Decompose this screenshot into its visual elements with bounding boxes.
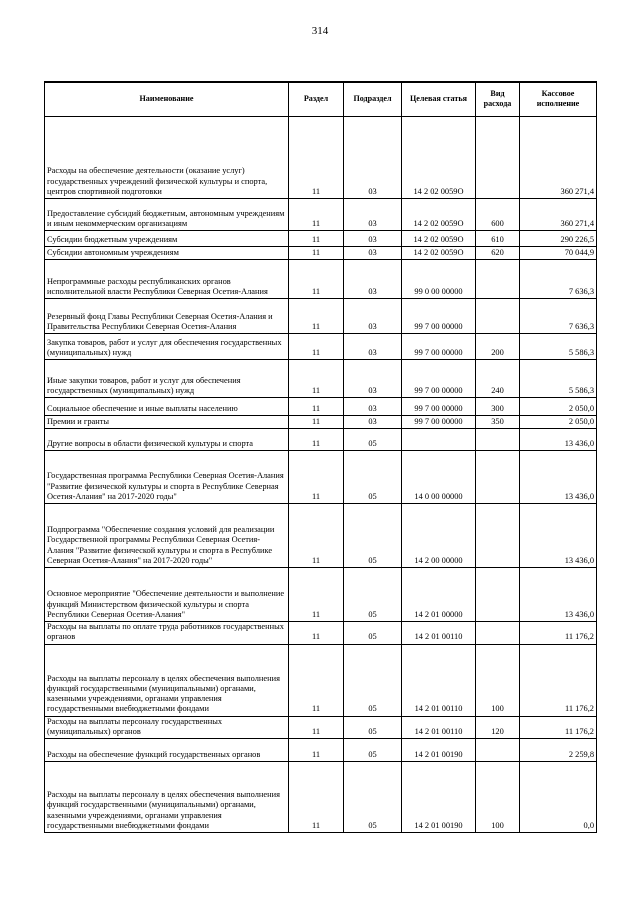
row-name: Расходы на выплаты персоналу в целях обеспечения выполнения функций государственными (муниципальными) органами, казенными учреждениями, органами управления государственными внебюджетными фондами xyxy=(45,644,289,716)
row-section: 11 xyxy=(289,644,344,716)
table-row xyxy=(45,260,597,299)
row-section: 11 xyxy=(289,247,344,260)
row-target: 14 0 00 00000 xyxy=(402,451,476,504)
row-subsection: 03 xyxy=(344,260,402,299)
header-amount: Кассовое исполнение xyxy=(520,82,597,117)
row-target: 14 2 01 00110 xyxy=(402,622,476,645)
table-row xyxy=(45,247,597,260)
row-section: 11 xyxy=(289,504,344,568)
table-row xyxy=(45,622,597,645)
row-target: 99 7 00 00000 xyxy=(402,416,476,429)
row-expense-type xyxy=(476,451,520,504)
row-name: Другие вопросы в области физической культуры и спорта xyxy=(45,429,289,451)
row-expense-type xyxy=(476,739,520,762)
row-amount: 290 226,5 xyxy=(520,231,597,247)
header-subsection: Подраздел xyxy=(344,82,402,117)
table-row xyxy=(45,504,597,568)
row-section: 11 xyxy=(289,260,344,299)
row-section: 11 xyxy=(289,117,344,199)
table-row xyxy=(45,299,597,334)
row-target: 14 2 01 00190 xyxy=(402,762,476,833)
table-header-row xyxy=(45,82,597,117)
row-name: Расходы на обеспечение функций государственных органов xyxy=(45,739,289,762)
row-target: 14 2 02 0059О xyxy=(402,231,476,247)
row-target: 14 2 01 00110 xyxy=(402,716,476,739)
row-target: 14 2 00 00000 xyxy=(402,504,476,568)
row-amount: 13 436,0 xyxy=(520,451,597,504)
row-subsection: 05 xyxy=(344,644,402,716)
row-section: 11 xyxy=(289,451,344,504)
row-section: 11 xyxy=(289,762,344,833)
row-name: Предоставление субсидий бюджетным, автономным учреждениям и иным некоммерческим организациям xyxy=(45,199,289,231)
row-subsection: 03 xyxy=(344,416,402,429)
row-amount: 13 436,0 xyxy=(520,504,597,568)
row-expense-type: 100 xyxy=(476,644,520,716)
row-amount: 70 044,9 xyxy=(520,247,597,260)
row-subsection: 05 xyxy=(344,716,402,739)
row-section: 11 xyxy=(289,716,344,739)
row-section: 11 xyxy=(289,360,344,398)
row-amount: 2 050,0 xyxy=(520,416,597,429)
row-name: Основное мероприятие "Обеспечение деятельности и выполнение функций Министерством физической культуры и спорта Республики Северная Осетия-Алания" xyxy=(45,568,289,622)
table-row xyxy=(45,416,597,429)
row-expense-type: 350 xyxy=(476,416,520,429)
row-expense-type: 100 xyxy=(476,762,520,833)
row-expense-type xyxy=(476,299,520,334)
row-target xyxy=(402,429,476,451)
row-name: Расходы на обеспечение деятельности (оказание услуг) государственных учреждений физической культуры и спорта, центров спортивной подготовки xyxy=(45,117,289,199)
row-section: 11 xyxy=(289,398,344,416)
row-name: Расходы на выплаты по оплате труда работников государственных органов xyxy=(45,622,289,645)
page-number: 314 xyxy=(311,25,329,37)
row-amount: 5 586,3 xyxy=(520,334,597,360)
row-name: Субсидии автономным учреждениям xyxy=(45,247,289,260)
table-row xyxy=(45,716,597,739)
row-section: 11 xyxy=(289,199,344,231)
row-section: 11 xyxy=(289,334,344,360)
row-target: 99 7 00 00000 xyxy=(402,360,476,398)
row-name: Иные закупки товаров, работ и услуг для обеспечения государственных (муниципальных) нужд xyxy=(45,360,289,398)
row-subsection: 03 xyxy=(344,117,402,199)
row-name: Социальное обеспечение и иные выплаты населению xyxy=(45,398,289,416)
row-amount: 360 271,4 xyxy=(520,199,597,231)
row-subsection: 05 xyxy=(344,451,402,504)
row-amount: 11 176,2 xyxy=(520,716,597,739)
table-row xyxy=(45,231,597,247)
table-row xyxy=(45,451,597,504)
row-subsection: 05 xyxy=(344,429,402,451)
row-expense-type xyxy=(476,568,520,622)
row-target: 14 2 01 00110 xyxy=(402,644,476,716)
row-target: 14 2 01 00000 xyxy=(402,568,476,622)
row-section: 11 xyxy=(289,568,344,622)
row-amount: 7 636,3 xyxy=(520,299,597,334)
row-name: Резервный фонд Главы Республики Северная Осетия-Алания и Правительства Республики Северная Осетия-Алания xyxy=(45,299,289,334)
row-name: Премии и гранты xyxy=(45,416,289,429)
row-subsection: 03 xyxy=(344,199,402,231)
table-row xyxy=(45,199,597,231)
row-expense-type: 620 xyxy=(476,247,520,260)
header-expense-type: Вид расхода xyxy=(476,82,520,117)
row-amount: 13 436,0 xyxy=(520,568,597,622)
row-amount: 7 636,3 xyxy=(520,260,597,299)
row-target: 99 0 00 00000 xyxy=(402,260,476,299)
row-name: Государственная программа Республики Северная Осетия-Алания "Развитие физической культуры и спорта в Республике Северная Осетия-Алания" на 2017-2020 годы" xyxy=(45,451,289,504)
row-amount: 2 259,8 xyxy=(520,739,597,762)
row-target: 99 7 00 00000 xyxy=(402,398,476,416)
table-row xyxy=(45,360,597,398)
row-name: Закупка товаров, работ и услуг для обеспечения государственных (муниципальных) нужд xyxy=(45,334,289,360)
header-target: Целевая статья xyxy=(402,82,476,117)
row-section: 11 xyxy=(289,231,344,247)
row-target: 14 2 02 0059О xyxy=(402,117,476,199)
row-name: Расходы на выплаты персоналу государственных (муниципальных) органов xyxy=(45,716,289,739)
row-section: 11 xyxy=(289,622,344,645)
table-row xyxy=(45,429,597,451)
row-expense-type: 610 xyxy=(476,231,520,247)
row-amount: 0,0 xyxy=(520,762,597,833)
row-target: 14 2 02 0059О xyxy=(402,247,476,260)
row-expense-type: 120 xyxy=(476,716,520,739)
row-amount: 11 176,2 xyxy=(520,644,597,716)
table-row xyxy=(45,739,597,762)
row-amount: 11 176,2 xyxy=(520,622,597,645)
row-subsection: 05 xyxy=(344,622,402,645)
row-amount: 360 271,4 xyxy=(520,117,597,199)
budget-table xyxy=(44,81,597,833)
row-expense-type: 300 xyxy=(476,398,520,416)
table-row xyxy=(45,568,597,622)
row-section: 11 xyxy=(289,416,344,429)
table-row xyxy=(45,334,597,360)
row-expense-type: 600 xyxy=(476,199,520,231)
row-expense-type xyxy=(476,260,520,299)
row-subsection: 03 xyxy=(344,360,402,398)
row-section: 11 xyxy=(289,429,344,451)
row-subsection: 05 xyxy=(344,739,402,762)
header-section: Раздел xyxy=(289,82,344,117)
row-subsection: 03 xyxy=(344,231,402,247)
row-target: 14 2 02 0059О xyxy=(402,199,476,231)
row-expense-type xyxy=(476,429,520,451)
row-amount: 13 436,0 xyxy=(520,429,597,451)
row-name: Субсидии бюджетным учреждениям xyxy=(45,231,289,247)
row-target: 99 7 00 00000 xyxy=(402,334,476,360)
row-subsection: 03 xyxy=(344,299,402,334)
header-name: Наименование xyxy=(45,82,289,117)
table-row xyxy=(45,398,597,416)
row-name: Расходы на выплаты персоналу в целях обеспечения выполнения функций государственными (муниципальными) органами, казенными учреждениями, органами управления государственными внебюджетными фондами xyxy=(45,762,289,833)
row-subsection: 05 xyxy=(344,762,402,833)
row-amount: 5 586,3 xyxy=(520,360,597,398)
row-subsection: 05 xyxy=(344,504,402,568)
row-name: Непрограммные расходы республиканских органов исполнительной власти Республики Северная Осетия-Алания xyxy=(45,260,289,299)
row-subsection: 03 xyxy=(344,398,402,416)
table-row xyxy=(45,644,597,716)
row-section: 11 xyxy=(289,299,344,334)
row-expense-type: 240 xyxy=(476,360,520,398)
row-expense-type xyxy=(476,117,520,199)
row-expense-type xyxy=(476,622,520,645)
table-row xyxy=(45,762,597,833)
row-section: 11 xyxy=(289,739,344,762)
row-target: 14 2 01 00190 xyxy=(402,739,476,762)
row-subsection: 03 xyxy=(344,334,402,360)
row-expense-type: 200 xyxy=(476,334,520,360)
row-name: Подпрограмма "Обеспечение создания условий для реализации Государственной программы Республики Северная Осетия-Алания "Развитие физической культуры и спорта в Республике Северная Осетия-Алания" на 2017-2020 годы" xyxy=(45,504,289,568)
row-target: 99 7 00 00000 xyxy=(402,299,476,334)
row-expense-type xyxy=(476,504,520,568)
row-subsection: 05 xyxy=(344,568,402,622)
row-subsection: 03 xyxy=(344,247,402,260)
table-row xyxy=(45,117,597,199)
row-amount: 2 050,0 xyxy=(520,398,597,416)
